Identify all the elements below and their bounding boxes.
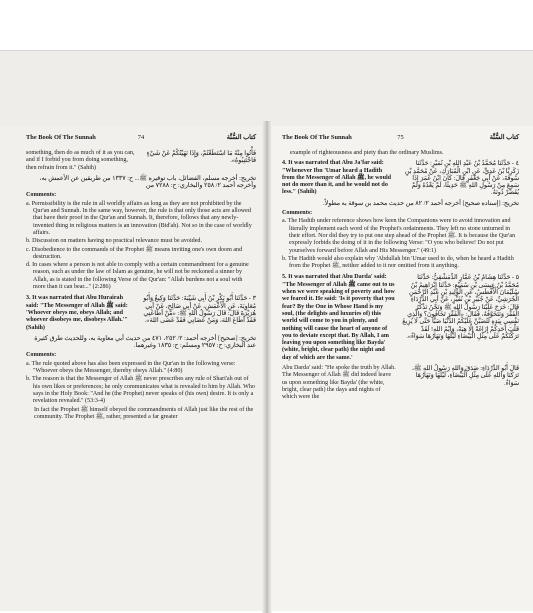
comment-item: c. Disobedience to the commands of the Prophet ﷺ means inviting one's own doom and destruction. [26, 246, 243, 260]
left-page [0, 126, 266, 611]
running-head-right [282, 134, 519, 143]
english-text: Abu Darda' said: "He spoke the truth by Allah. The Messenger of Allah ﷺ did indeed leave us upon something like Bayda' (the white, bright, clear path) the days and nights of which were the [282, 365, 396, 401]
book-title: The Book Of The Sunnah [282, 134, 352, 141]
arabic-text: ٣ - حَدَّثَنَا أَبُو بَكْرِ بْنُ أَبِي شَيْبَةَ: حَدَّثَنَا وَكِيعٌ وَأَبُو مُعَاوِيَةَ، عَنِ الْأَعْمَشِ، عَنْ أَبِي صَالِحٍ، عَنْ أَبِي هُرَيْرَةَ قَالَ: قَالَ رَسُولُ اللهِ ﷺ: «مَنْ أَطَاعَنِي فَقَدْ أَطَاعَ اللهَ، وَمَنْ عَصَانِي فَقَدْ عَصَى اللهَ». [143, 295, 256, 325]
comment-item: b. The Hadith would also explain why 'Abdullah bin 'Umar used to do, when he heard a Hadith from the Prophet ﷺ, neither added to it nor omitted from it anything. [282, 255, 514, 270]
comments-heading: Comments: [26, 352, 57, 359]
comment-item: a. The rule quoted above has also been expressed in the Qur'an in the following verse: "Whoever obeys the Messenger, thereby obeys Allah." (4:80) [26, 360, 236, 375]
takhrij-4: تخريج: [إسناده صحيح] أخرجه أحمد ٢/ ٨٢ من حديث محمد بن سوقة به مطولاً. [323, 199, 519, 207]
hadith-5-continued [282, 365, 519, 401]
english-text: 4. It was narrated that Abu Ja'far said: "Whenever Ibn 'Umar heard a Hadith from the Messenger of Allah ﷺ, he would not do more than it, and he would not do less." (Sahih) [282, 160, 392, 196]
english-text: something, then do as much of it as you can, and if I forbid you from doing something, then refrain from it." (Sahih) [26, 150, 135, 171]
arabic-text: قَالَ أَبُو الدَّرْدَاءِ: صَدَقَ وَاللهِ رَسُولُ اللهِ ﷺ، تَرَكَنَا وَاللهِ عَلَى مِثْلِ الْبَيْضَاءِ، لَيْلُهَا وَنَهَارُهَا سَوَاءٌ. [411, 365, 519, 387]
hadith-4 [282, 160, 519, 196]
hadith-5 [282, 274, 519, 362]
arabic-text: ٥ - حَدَّثَنَا هِشَامُ بْنُ عَمَّارٍ الدِّمَشْقِيُّ: حَدَّثَنَا مُحَمَّدُ بْنُ عِيسَى بْنِ سُمَيْعٍ: حَدَّثَنَا إِبْرَاهِيمُ بْنُ سُلَيْمَانَ الْأَفْطَسُ، عَنِ الْوَلِيدِ بْنِ عَبْدِ الرَّحْمَنِ الْجُرَشِيِّ، عَنْ جُبَيْرِ بْنِ نُفَيْرٍ، عَنْ أَبِي الدَّرْدَاءِ قَالَ: خَرَجَ عَلَيْنَا رَسُولُ اللهِ ﷺ وَنَحْنُ نَذْكُرُ الْفَقْرَ وَنَتَخَوَّفُهُ، فَقَالَ: «آلْفَقْرَ تَخَافُونَ؟ وَالَّذِي نَفْسِي بِيَدِهِ لَتُصَبَّنَّ عَلَيْكُمُ الدُّنْيَا صَبًّا حَتَّى لَا يُزِيغَ قَلْبَ أَحَدِكُمْ إِزَاغَةً إِلَّا هِيَهْ، وَايْمُ اللهِ! لَقَدْ تَرَكْتُكُمْ عَلَى مِثْلِ الْبَيْضَاءِ لَيْلُهَا وَنَهَارُهَا سَوَاءٌ». [402, 274, 519, 340]
page-number: 74 [137, 134, 145, 141]
left-page-body [26, 150, 256, 611]
right-page-body [282, 150, 519, 611]
comment-continuation: example of righteousness and piety than the ordinary Muslims. [290, 150, 444, 156]
comment-item: b. The reason is that the Messenger of Allah ﷺ never prescribes any rule of Shari'ah out of his own likes or preferences; he only communicates what is revealed to him by Allah. Who says in the Holy Book: "And he (the Prophet) never speaks of (his own) desire. It is only a revelation revealed." (53:3-4) [26, 376, 255, 405]
comment-item: a. The Hadith under reference shows how keen the Companions were to avoid innovation and literally implement each word of the Prophet's ordainments. They left no stone unturned in their effort. Nor did they try to put one step ahead of the Prophet ﷺ. It is because the Qur'an expressly forbids the doing of it in the following Verse: "O you who believe! Do not put yourselves forward before Allah and His Messenger." (49:1) [282, 218, 516, 254]
english-text: 3. It was narrated that Abu Hurairah said: "The Messenger of Allah ﷺ said: 'Whoever obeys me, obeys Allah; and whoever disobeys me, disobeys Allah.'" (Sahih) [26, 295, 128, 331]
comment-continuation: In fact the Prophet ﷺ himself obeyed the commandments of Allah just like the rest of the community. The Prophet ﷺ, rather, presented a far greater [34, 406, 254, 420]
comment-item: b. Discussion on matters having no practical relevance must be avoided. [26, 238, 202, 245]
book-title-arabic: كتاب السُّنَّة [489, 134, 519, 141]
comments-heading: Comments: [282, 210, 313, 217]
book-spine [262, 121, 272, 613]
page-number: 75 [397, 134, 404, 141]
comments-heading: Comments: [26, 192, 57, 199]
takhrij-2: تخريج: أخرجه مسلم، الفضائل، باب توقيره ﷺ... ح: ١٣٣٧ من طريقين عن الأعمش به، وأخرجه أحمد ٢/ ٢٥٨ والبخاري: ح: ٧٢٨٨ من [39, 174, 256, 190]
hadith-3 [26, 295, 256, 331]
arabic-text: فَأْتُوا مِنْهُ مَا اسْتَطَعْتُمْ، وَإِذَا نَهَيْتُكُمْ عَنْ شَيْءٍ فَاجْتَنِبُوهُ». [146, 150, 256, 165]
comment-item: d. In cases where a person is not able to comply with a certain commandment for a genuine reason, such as under the law of Islam as genuine, he will not be reckoned a sinner by Allah, as is stated in the following Verse of the Qur'an: "Allah burdens not a soul with more than it can bear..." (2:286) [26, 262, 249, 291]
running-head-left [26, 134, 256, 143]
book-title-arabic: كتاب السُّنَّة [226, 134, 256, 141]
takhrij-3: تخريج: [صحيح] أخرجه أحمد: ٢/ ٢٥٢، ٤٧١ من حديث أبي معاوية به، وللحديث طرق كثيرة عند البخاري: ح: ٢٩٥٧ ومسلم: ح: ١٨٣٥ وغيرهما. [34, 334, 256, 350]
right-page [268, 126, 533, 611]
book-title: The Book Of The Sunnah [26, 134, 96, 141]
arabic-text: ٤ - حَدَّثَنَا مُحَمَّدُ بْنُ عَبْدِ اللهِ بْنِ نُمَيْرٍ: حَدَّثَنَا زَكَرِيَّا بْنُ عَدِيٍّ، عَنِ ابْنِ الْمُبَارَكِ، عَنْ مُحَمَّدِ بْنِ سُوقَةَ، عَنْ أَبِي جَعْفَرٍ قَالَ: كَانَ ابْنُ عُمَرَ إِذَا سَمِعَ مِنْ رَسُولِ اللهِ ﷺ حَدِيثًا، لَمْ يَعْدُهُ وَلَمْ يُقَصِّرْ دُونَهُ. [404, 160, 519, 197]
hadith-2-end [26, 150, 256, 172]
english-text: 5. It was narrated that Abu Darda' said: "The Messenger of Allah ﷺ came out to us when we were speaking of poverty and how we feared it. He said: 'Is it poverty that you fear? By the One in Whose Hand is my soul, (the delights and luxuries of) this world will come to you in plenty, and nothing will cause the heart of anyone of you to deviate except that. By Allah, I am leaving you upon something like Bayda' (white, bright, clear path) the night and day of which are the same.' [282, 274, 395, 361]
open-book [0, 50, 533, 567]
comment-item: a. Permissibility is the rule in all worldly affairs as long as they are not prohibited by the Qur'an and Sunnah. In the same way, however, the rule is that only those acts are allowed that have their proof in the Qur'an and Sunnah. It, therefore, follows that any newly-invented thing in religious matters is an innovation (Bid'ah). Not so in the case of worldly affairs. [26, 200, 252, 236]
